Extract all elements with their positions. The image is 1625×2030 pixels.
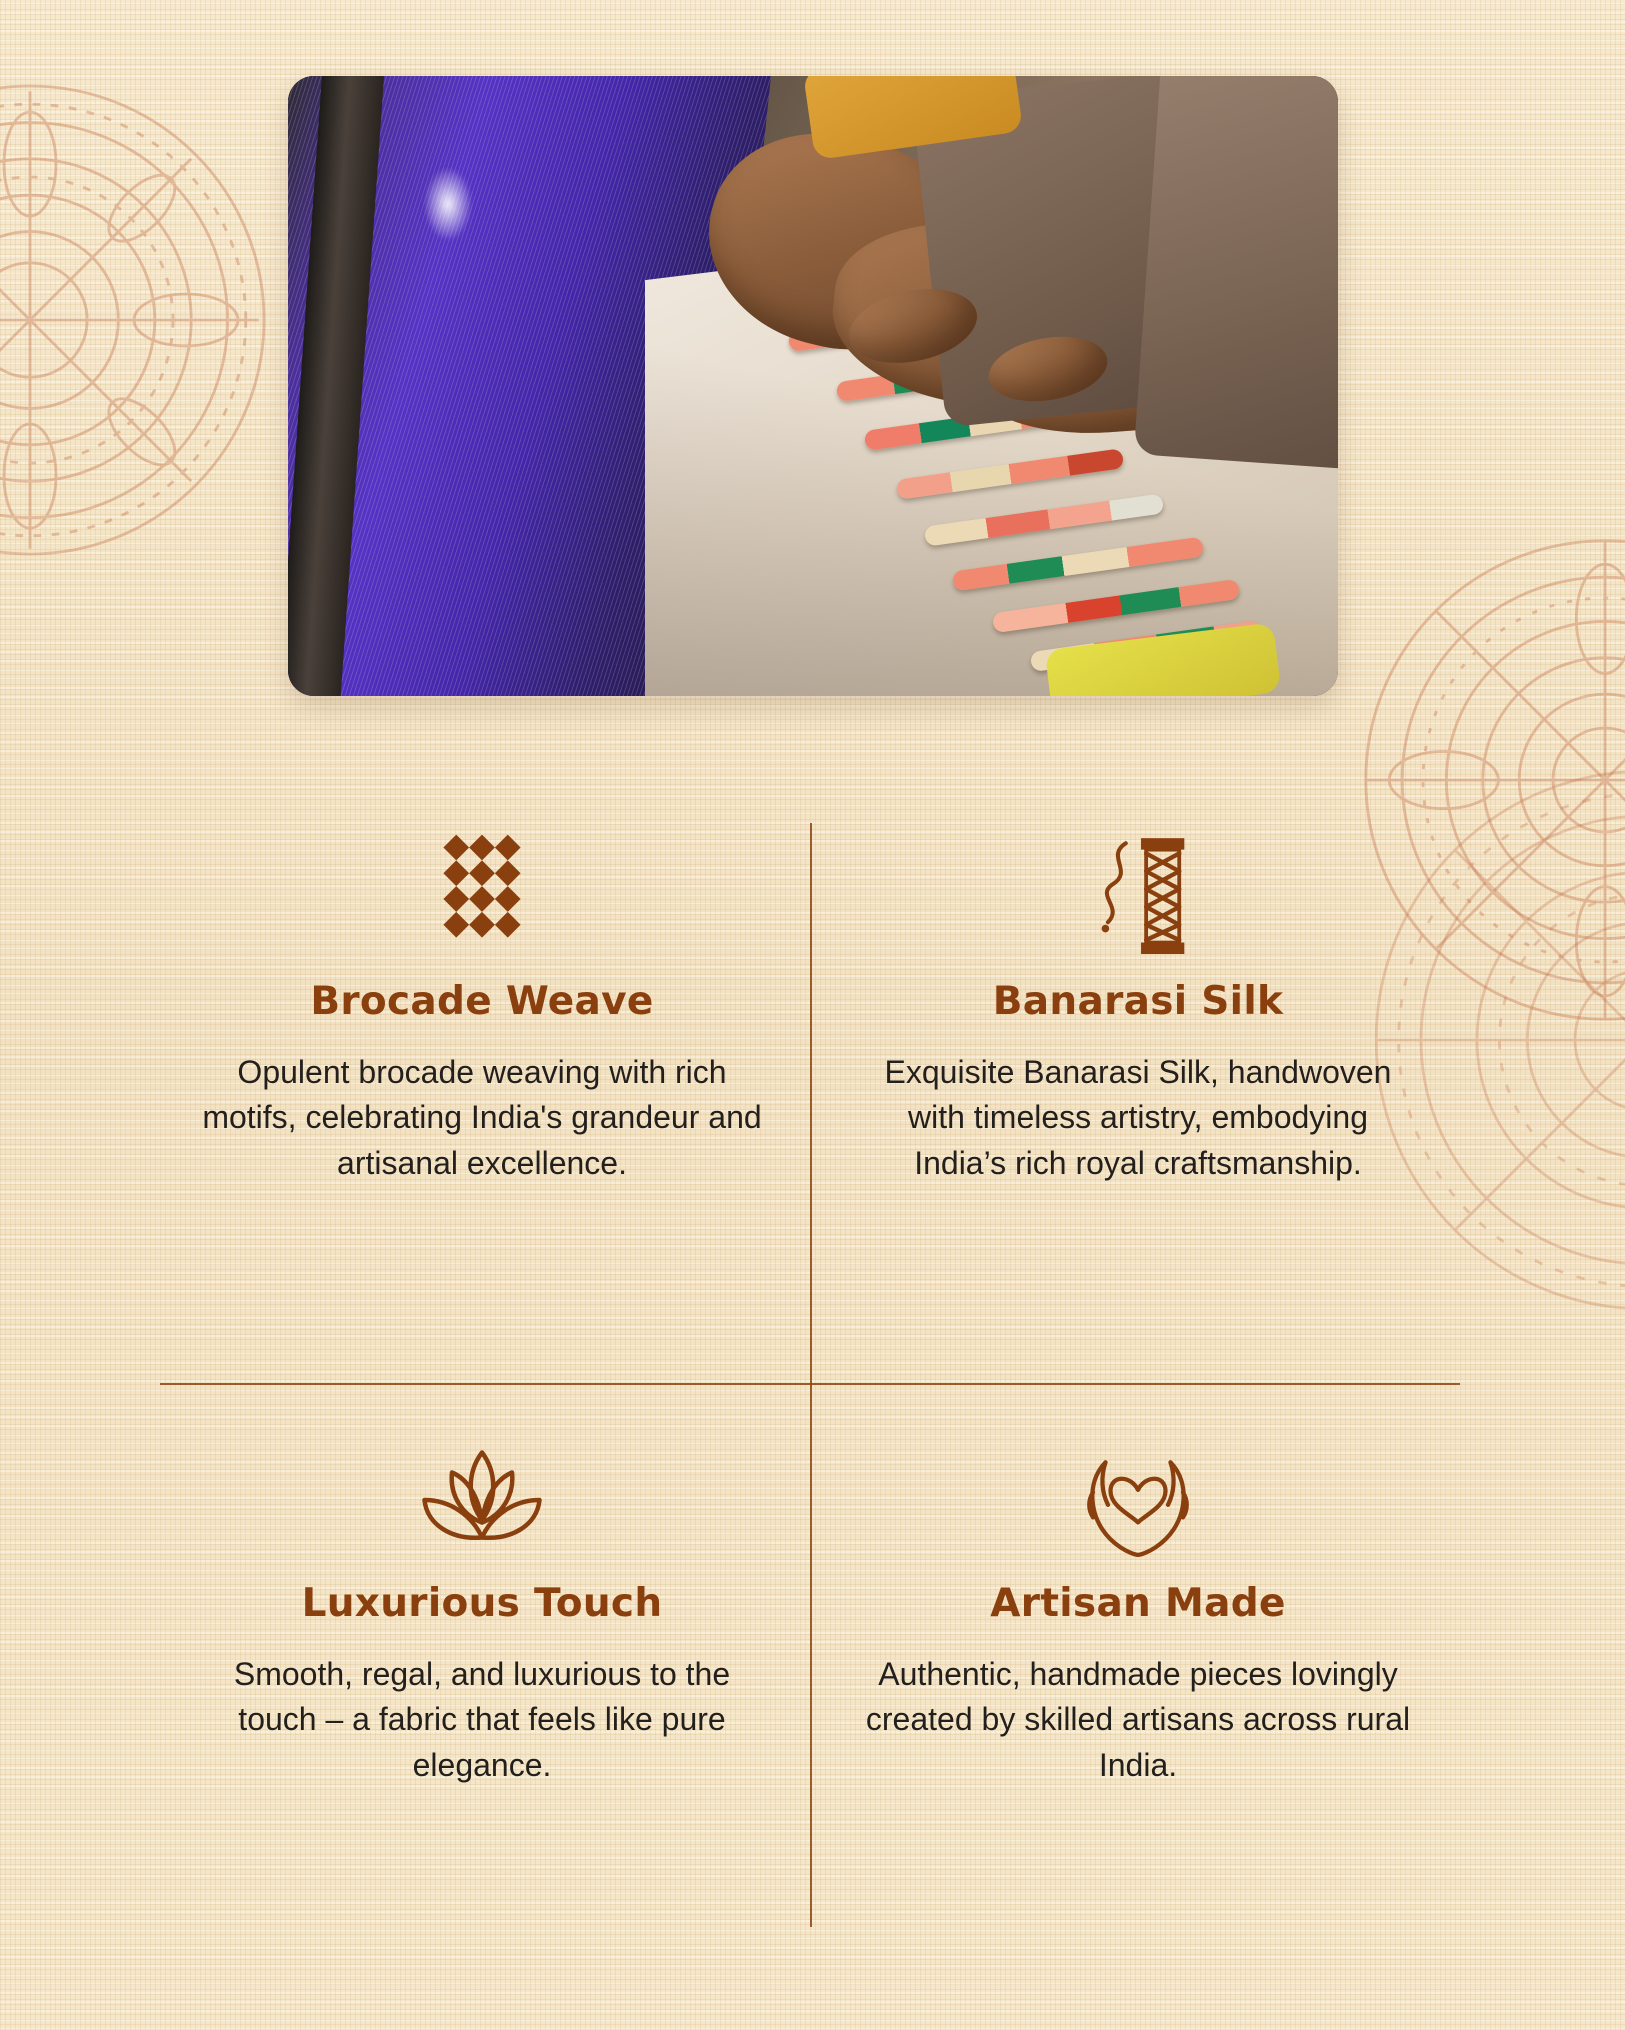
feature-description: Exquisite Banarasi Silk, handwoven with timeless artistry, embodying India’s rich royal craftsmanship.	[884, 1054, 1392, 1181]
silk-spool-icon	[838, 823, 1438, 973]
lotus-icon	[182, 1425, 782, 1575]
feature-title: Banarasi Silk	[992, 979, 1284, 1024]
grid-horizontal-divider	[160, 1383, 1460, 1385]
feature-title: Brocade Weave	[310, 979, 654, 1024]
grid-vertical-divider	[810, 823, 812, 1927]
feature-card-brocade-weave	[182, 823, 782, 1186]
feature-title: Luxurious Touch	[301, 1581, 663, 1626]
hands-heart-icon	[838, 1425, 1438, 1575]
handloom-weaving-photo	[288, 76, 1338, 696]
feature-description: Smooth, regal, and luxurious to the touch – a fabric that feels like pure elegance.	[233, 1656, 731, 1783]
mandala-ornament-left	[0, 60, 290, 580]
feature-card-luxurious-touch	[182, 1425, 782, 1788]
feature-card-artisan-made	[838, 1425, 1438, 1788]
feature-description: Opulent brocade weaving with rich motifs, celebrating India's grandeur and artisanal excellence.	[202, 1054, 762, 1181]
feature-title: Artisan Made	[990, 1581, 1286, 1626]
feature-description: Authentic, handmade pieces lovingly created by skilled artisans across rural India.	[865, 1656, 1411, 1783]
brocade-weave-icon	[182, 823, 782, 973]
feature-grid	[160, 805, 1460, 1945]
feature-card-banarasi-silk	[838, 823, 1438, 1186]
hero-image	[288, 76, 1338, 696]
